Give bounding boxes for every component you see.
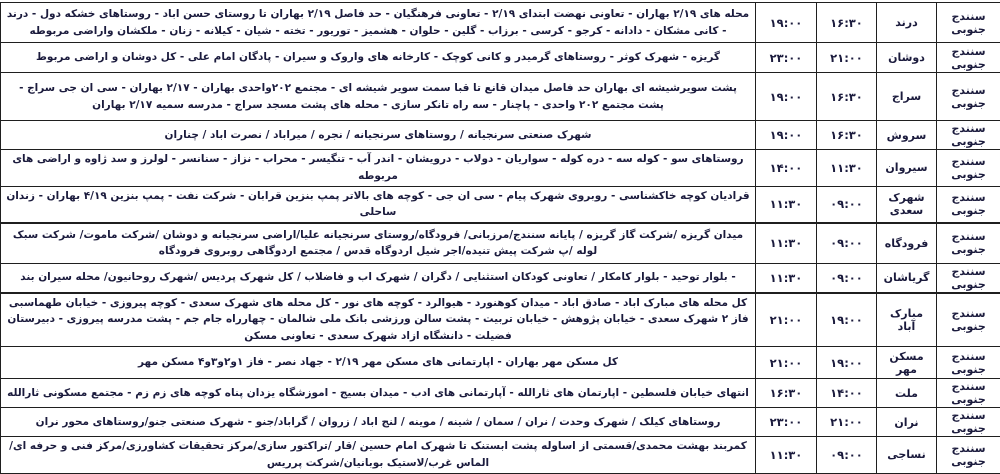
region-cell: سنندج جنوبی: [937, 223, 1000, 263]
table-row: [1, 121, 1000, 150]
table-row: [1, 408, 1000, 437]
table-row: [1, 223, 1000, 263]
table-row: [1, 150, 1000, 187]
outage-areas-cell: کل محله های مبارک اباد - صادق اباد - میدان کوهنورد - هیوالرد - کوچه های نور - کل محله های شهرک سعدی - کوچه پیروزی - خیابان طهماسبی فاز ۲ شهرک سعدی - خیابان پژوهش - خیابان تربیت - پشت سالن ورزشی بانک ملی شالمان - چهارراه جام جم - پشت مدرسه پیروزی - دبیرستان فضیلت - دانشگاه ازاد شهرک سعدی - تعاونی مسکن: [1, 293, 756, 347]
end-time-cell: ۱۴:۰۰: [756, 150, 817, 187]
region-cell: سنندج جنوبی: [937, 73, 1000, 121]
start-time-cell: ۲۱:۰۰: [817, 408, 877, 437]
end-time-cell: ۲۱:۰۰: [756, 347, 817, 379]
start-time-cell: ۱۶:۳۰: [817, 73, 877, 121]
area-cell: شهرک سعدی: [877, 186, 937, 223]
region-cell: سنندج جنوبی: [937, 379, 1000, 408]
outage-areas-cell: پشت سویرشیشه ای بهاران حد فاصل میدان قانع تا قبا سمت سویر شیشه ای - مجتمع ۲۰۲واحدی بهاران - ۲/۱۷ بهاران - سی ان جی سراج - پشت مجتمع ۲۰۲ واحدی - پاچنار - سه راه تانکر سازی - محله های پشت مسجد سراج - مدرسه سمیه ۲/۱۷ بهاران: [1, 73, 756, 121]
area-cell: مسکن مهر: [877, 347, 937, 379]
outage-areas-cell: شهرک صنعتی سرنجیانه / روستاهای سرنجیانه / نجره / میراباد / نصرت اباد / چناران: [1, 121, 756, 150]
outage-areas-cell: - بلوار توحید - بلوار کامکار / تعاونی کودکان استثنایی / دگران / شهرک اب و فاضلاب / کل شهرک پردیس /شهرک روحانیون/ محله سیران بند: [1, 263, 756, 293]
start-time-cell: ۰۹:۰۰: [817, 186, 877, 223]
outage-areas-cell: کل مسکن مهر بهاران - اپارتمانی های مسکن مهر ۲/۱۹ - جهاد نصر - فاز ۱و۲و۳و۴ مسکن مهر: [1, 347, 756, 379]
outage-areas-cell: محله های ۲/۱۹ بهاران - تعاونی نهضت ابتدای ۲/۱۹ - تعاونی فرهنگیان - حد فاصل ۲/۱۹ بهاران تا روستای حسن اباد - روستاهای خشکه دول - درند - کانی مشکان - دادانه - کرجو - کرسی - برزاب - گلین - حلوان - هشمیز - توریور - تخته - شیان - کیلانه - زنان - ملکشان واراضی مربوطه: [1, 3, 756, 43]
outage-areas-cell: انتهای خیابان فلسطین - اپارتمان های ثارالله - آپارتمانی های ادب - میدان بسیج - اموزشگاه یزدان پناه کوچه های زم زم - مجتمع مسکونی ثارالله: [1, 379, 756, 408]
start-time-cell: ۱۴:۰۰: [817, 379, 877, 408]
end-time-cell: ۱۶:۳۰: [756, 379, 817, 408]
outage-areas-cell: میدان گریزه /شرکت گاز گریزه / پایانه سنندج/مرزبانی/ فرودگاه/روستای سرنجیانه علیا/اراضی سرنجیانه و دوشان /شرکت ماموت/ شرکت سبک لوله /پ شرکت پیش تنیده/اجر شیل اردوگاه قدس / مجتمع اردوگاهی روبروی فرودگاه: [1, 223, 756, 263]
region-cell: سنندج جنوبی: [937, 437, 1000, 474]
outage-areas-cell: کمربند بهشت محمدی/قسمتی از اساوله پشت ابستنک تا شهرک امام حسین /قار /تراکتور سازی/مرکز تحقیقات کشاورزی/مرکز فنی و حرفه ای/الماس غرب/لاستیک بوبانیان/شرکت پرریس: [1, 437, 756, 474]
region-cell: سنندج جنوبی: [937, 263, 1000, 293]
table-row: [1, 186, 1000, 223]
outage-areas-cell: گریزه - شهرک کوثر - روستاهای گرمیدر و کانی کوچک - کارخانه های واروک و سیران - پادگان امام علی - کل دوشان و اراضی مربوط: [1, 43, 756, 73]
end-time-cell: ۱۹:۰۰: [756, 3, 817, 43]
region-cell: سنندج جنوبی: [937, 293, 1000, 347]
table-row: [1, 3, 1000, 43]
region-cell: سنندج جنوبی: [937, 3, 1000, 43]
start-time-cell: ۰۹:۰۰: [817, 223, 877, 263]
area-cell: سروش: [877, 121, 937, 150]
end-time-cell: ۱۹:۰۰: [756, 121, 817, 150]
start-time-cell: ۲۱:۰۰: [817, 43, 877, 73]
end-time-cell: ۱۱:۳۰: [756, 223, 817, 263]
region-cell: سنندج جنوبی: [937, 347, 1000, 379]
region-cell: سنندج جنوبی: [937, 186, 1000, 223]
region-cell: سنندج جنوبی: [937, 150, 1000, 187]
outage-schedule-table: [0, 2, 1000, 474]
area-cell: نساجی: [877, 437, 937, 474]
end-time-cell: ۲۳:۰۰: [756, 408, 817, 437]
region-cell: سنندج جنوبی: [937, 408, 1000, 437]
area-cell: فرودگاه: [877, 223, 937, 263]
start-time-cell: ۱۱:۳۰: [817, 150, 877, 187]
table-row: [1, 73, 1000, 121]
end-time-cell: ۲۳:۰۰: [756, 43, 817, 73]
end-time-cell: ۱۱:۳۰: [756, 186, 817, 223]
end-time-cell: ۱۱:۳۰: [756, 263, 817, 293]
table-row: [1, 263, 1000, 293]
start-time-cell: ۱۶:۳۰: [817, 121, 877, 150]
outage-areas-cell: روستاهای سو - کوله سه - دره کوله - سواریان - دولاب - درویشان - اندر آب - تنگیسر - محراب - نزاز - سنانسر - لولرز و سد ژاوه و اراضی های مربوطه: [1, 150, 756, 187]
outage-areas-cell: روستاهای کیلک / شهرک وحدت / نران / سمان / شینه / موینه / لنج اباد / زروان / گراباد/جنو - شهرک صنعتی جنو/روستاهای محور نران: [1, 408, 756, 437]
start-time-cell: ۱۶:۳۰: [817, 3, 877, 43]
area-cell: مبارک آباد: [877, 293, 937, 347]
table-row: [1, 43, 1000, 73]
table-row: [1, 379, 1000, 408]
area-cell: درند: [877, 3, 937, 43]
outage-areas-cell: قرادیان کوچه خاکشناسی - روبروی شهرک پیام - سی ان جی - کوچه های بالاتر پمپ بنزین قرابان - شرکت نفت - پمپ بنزین ۴/۱۹ بهاران - زندان ساحلی: [1, 186, 756, 223]
end-time-cell: ۲۱:۰۰: [756, 293, 817, 347]
start-time-cell: ۰۹:۰۰: [817, 437, 877, 474]
area-cell: گریاشان: [877, 263, 937, 293]
table-row: [1, 437, 1000, 474]
area-cell: ملت: [877, 379, 937, 408]
end-time-cell: ۱۱:۳۰: [756, 437, 817, 474]
table-row: [1, 293, 1000, 347]
start-time-cell: ۰۹:۰۰: [817, 263, 877, 293]
table-row: [1, 347, 1000, 379]
region-cell: سنندج جنوبی: [937, 121, 1000, 150]
start-time-cell: ۱۹:۰۰: [817, 293, 877, 347]
area-cell: سراج: [877, 73, 937, 121]
area-cell: نران: [877, 408, 937, 437]
start-time-cell: ۱۹:۰۰: [817, 347, 877, 379]
end-time-cell: ۱۹:۰۰: [756, 73, 817, 121]
area-cell: سیروان: [877, 150, 937, 187]
area-cell: دوشان: [877, 43, 937, 73]
region-cell: سنندج جنوبی: [937, 43, 1000, 73]
